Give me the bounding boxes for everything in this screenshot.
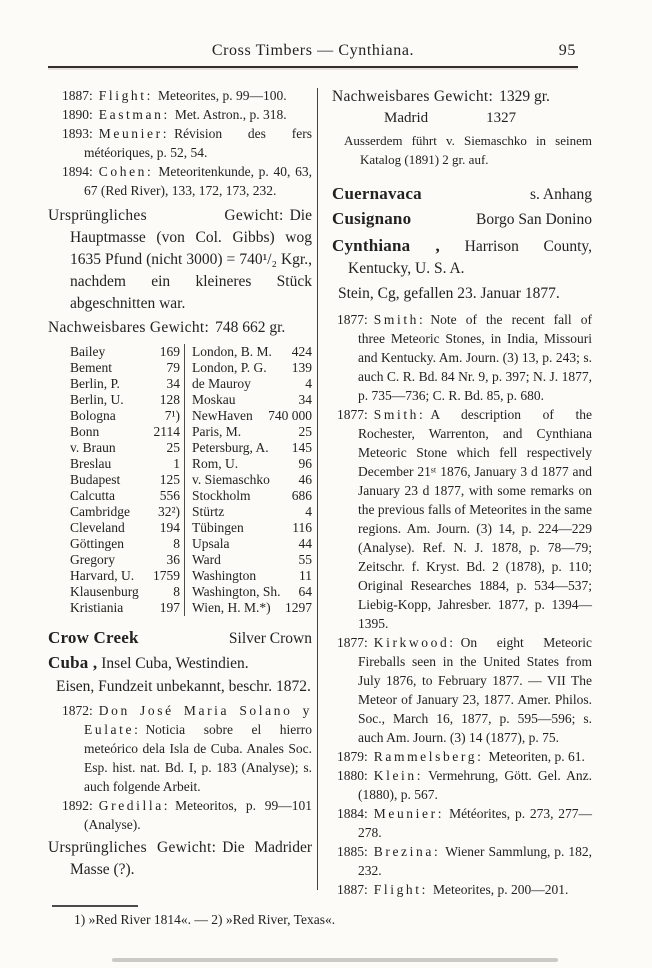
table-row [332, 108, 592, 128]
entry-author: Cohen: [98, 164, 154, 179]
description-text: Stein, Cg, gefallen 23. Januar 1877. [338, 285, 560, 302]
entry-year: 1887: [62, 88, 93, 103]
collection-name: Bailey [70, 344, 106, 359]
table-row [48, 520, 312, 536]
entry-text: Met. Astron., p. 318. [174, 107, 287, 122]
collection-weight: 8 [173, 536, 180, 551]
verified-weight-paragraph [48, 317, 312, 339]
collection-name: Bologna [70, 408, 116, 423]
table-row [48, 344, 312, 360]
paragraph-label: Ursprüngliches Gewicht: [48, 207, 284, 224]
entry-author: Rammelsberg: [373, 749, 484, 764]
table-row [48, 584, 312, 600]
entry-author: Kirkwood: [373, 635, 456, 650]
headword: Crow Creek [48, 628, 139, 647]
entry-author: Gredilla: [98, 798, 171, 813]
table-row [48, 600, 312, 616]
collection-name: Klausenburg [70, 584, 139, 599]
entry-author: Don José Maria Solano y Eulate: [84, 703, 312, 737]
bib-entry [48, 701, 312, 796]
collection-name: Stürtz [192, 504, 225, 519]
collection-weight: 1759 [153, 568, 180, 583]
entry-author: Flight: [98, 88, 153, 103]
cross-reference: Borgo San Donino [476, 211, 592, 228]
collection-name: NewHaven [192, 408, 253, 423]
collection-weight: 1297 [285, 600, 312, 615]
collection-name: Rom, U. [192, 456, 239, 471]
bib-entry [332, 405, 592, 633]
entry-text: A description of the Rochester, Warrenton, and Cynthiana Meteoric Stone which fell respectively December 21ˢᵗ 1876, January 3 d 1877 and January 23 d 1877, with some remarks on the previous falls of Meteorites in the same regions. Am. Journ. (3) 14, p. 224—229 (Analyse). Ref. N. J. 1878, p. 78—79; Zeitschr. f. Kryst. Bd. 2 (1878), p. 110; Original Researches 1884, p. 534—537; Liebig-Kopp, Jahresber. 1877, p. 1394—1395. [358, 407, 592, 631]
header-rule [48, 66, 578, 68]
verified-weight-paragraph [332, 86, 592, 108]
collection-name: Bonn [70, 424, 100, 439]
note-text: Ausserdem führt v. Siemaschko in seinem Katalog (1891) 2 gr. auf. [344, 133, 592, 167]
table-row [48, 568, 312, 584]
collection-weight: 116 [292, 520, 312, 535]
bib-entry [332, 633, 592, 747]
headword: Cuernavaca [332, 184, 422, 203]
collection-weight: 25 [166, 440, 180, 455]
headword: Cusignano [332, 209, 412, 228]
headword: Cuba , [48, 653, 98, 672]
collection-name: Washington, Sh. [192, 584, 281, 599]
paragraph-label: Nachweisbares Gewicht: [48, 319, 210, 336]
bib-entry [332, 766, 592, 804]
entry-year: 1879: [337, 749, 368, 764]
table-row [48, 504, 312, 520]
table-row [48, 488, 312, 504]
collection-weight: 55 [298, 552, 312, 567]
entry-year: 1877: [337, 635, 368, 650]
collection-name: Petersburg, A. [192, 440, 269, 455]
entry-text: Wiener Sammlung, p. 182, 232. [358, 844, 592, 878]
collection-name: Berlin, U. [70, 392, 124, 407]
collection-weight: 139 [291, 360, 312, 375]
collection-weight: 34 [166, 376, 180, 391]
entry-text: Note of the recent fall of three Meteoric Stones, in India, Missouri and Kentucky. Am. Journ. (3) 13, p. 243; s. auch C. R. Bd. 84 Nr. 9, p. 397; N. J. 1877, p. 735—736; C. R. Bd. 85, p. 680. [358, 312, 592, 403]
column-divider [317, 88, 318, 890]
footnote [74, 912, 335, 928]
table-row [48, 376, 312, 392]
collection-weight: 4 [305, 376, 312, 391]
footnote-text: 1) »Red River 1814«. — 2) »Red River, Texas«. [74, 912, 336, 927]
entry-cusignano [332, 207, 592, 232]
collection-weight: 96 [298, 456, 312, 471]
entry-year: 1890: [62, 107, 93, 122]
running-head [48, 42, 578, 60]
page-title: Cross Timbers — Cynthiana. [211, 42, 415, 59]
entry-text: Meteoritenkunde, p. 40, 63, 67 (Red River), 133, 172, 173, 232. [84, 164, 312, 198]
entry-text: Meteorites, p. 200—201. [432, 882, 569, 897]
bib-entry [332, 880, 592, 899]
collection-weight: 740 000 [268, 408, 312, 423]
cross-reference: Silver Crown [228, 630, 312, 647]
entry-cuba [48, 651, 312, 676]
collection-name: v. Siemaschko [192, 472, 270, 487]
original-weight-paragraph [48, 205, 312, 315]
collection-name: Göttingen [70, 536, 124, 551]
collection-name: Moskau [192, 392, 236, 407]
collection-weight: 197 [159, 600, 180, 615]
entry-text: Météorites, p. 273, 277—278. [358, 806, 592, 840]
entry-year: 1877: [337, 407, 368, 422]
collection-weight: 25 [298, 424, 312, 439]
bib-entry [48, 124, 312, 162]
paragraph-label: Nachweisbares Gewicht: [332, 88, 494, 105]
entry-text: Vermehrung, Gött. Gel. Anz. (1880), p. 567. [358, 768, 592, 802]
collection-weight: 1327 [486, 110, 517, 126]
entry-year: 1894: [62, 164, 93, 179]
collection-name: London, P. G. [192, 360, 267, 375]
cross-reference: s. Anhang [530, 186, 592, 203]
collection-weight: 79 [166, 360, 180, 375]
collection-weight: 125 [159, 472, 180, 487]
collection-name: Paris, M. [192, 424, 242, 439]
entry-author: Flight: [373, 882, 428, 897]
bib-entry [48, 86, 312, 105]
fall-description [332, 283, 592, 305]
table-row [48, 552, 312, 568]
weight-value: 748 662 gr. [215, 319, 286, 336]
collection-weight: 44 [298, 536, 312, 551]
entry-year: 1892: [62, 798, 93, 813]
entry-text: On eight Meteoric Fireballs seen in the United States from July 1876, to February 1877. — VII The Meteor of January 23, 1877. Amer. Philos. Soc., March 16, 1877, p. 595—596; s. auch Am. Journ. (3) 14 (1877), p. 75. [358, 635, 592, 745]
collection-name: Upsala [192, 536, 230, 551]
collection-name: de Mauroy [192, 376, 251, 391]
siemaschko-note [332, 131, 592, 169]
entry-year: 1880: [337, 768, 368, 783]
entry-author: Meunier: [373, 806, 445, 821]
collection-weight: 145 [291, 440, 312, 455]
collection-weight: 64 [298, 584, 312, 599]
table-row [48, 424, 312, 440]
paragraph-text: Die Madrider Masse (?). [70, 839, 312, 878]
entry-author: Smith: [373, 312, 426, 327]
bib-entry [332, 747, 592, 766]
collection-weight: 128 [159, 392, 180, 407]
entry-text: Meteoritos, p. 99—101 (Analyse). [84, 798, 312, 832]
table-row [48, 472, 312, 488]
headword: Cynthiana , [332, 236, 440, 255]
collection-name: Harvard, U. [70, 568, 135, 583]
collection-weight: 8 [173, 584, 180, 599]
entry-author: Brezina: [373, 844, 441, 859]
collection-name: Cleveland [70, 520, 125, 535]
weights-table [48, 344, 312, 616]
collection-name: Stockholm [192, 488, 251, 503]
table-row [48, 440, 312, 456]
entry-author: Meunier: [98, 126, 170, 141]
collection-name: v. Braun [70, 440, 116, 455]
scan-artifact [112, 958, 558, 962]
footnote-rule [52, 905, 138, 907]
collection-name: Washington [192, 568, 257, 583]
bib-entry [48, 796, 312, 834]
bib-entry [332, 310, 592, 405]
entry-year: 1884: [337, 806, 368, 821]
collection-name: Tübingen [192, 520, 244, 535]
collection-name: Budapest [70, 472, 121, 487]
locality-text: Insel Cuba, Westindien. [101, 655, 249, 672]
collection-weight: 1 [173, 456, 180, 471]
table-row [48, 392, 312, 408]
entry-author: Smith: [373, 407, 426, 422]
entry-crow-creek [48, 626, 312, 651]
collection-weight: 2114 [153, 424, 180, 439]
entry-text: Révision des fers météoriques, p. 52, 54. [84, 126, 312, 160]
entry-cynthiana [332, 235, 592, 280]
entry-year: 1885: [337, 844, 368, 859]
entry-author: Eastman: [98, 107, 170, 122]
collection-weight: 11 [299, 568, 312, 583]
collection-weight: 7¹) [164, 408, 180, 423]
paragraph-label: Ursprüngliches Gewicht: [48, 839, 217, 856]
paragraph-text: Die Hauptmasse (von Col. Gibbs) wog 1635 Pfund (nicht 3000) = 740¹/₂ Kgr., nachdem ein kleineres Stück abgeschnitten war. [70, 207, 312, 312]
entry-cuernavaca [332, 182, 592, 207]
collection-weight: 194 [159, 520, 180, 535]
left-column [48, 86, 312, 881]
find-description [48, 676, 312, 698]
locality-text: Harrison County, Kentucky, U. S. A. [348, 238, 593, 277]
collection-name: Berlin, P. [70, 376, 120, 391]
collection-weight: 32²) [157, 504, 180, 519]
right-column [332, 86, 592, 899]
collection-name: Madrid [384, 110, 429, 126]
collection-name: Calcutta [70, 488, 115, 503]
table-row [48, 360, 312, 376]
original-weight-paragraph [48, 837, 312, 881]
collection-weight: 169 [159, 344, 180, 359]
bib-entry [48, 105, 312, 124]
entry-author: Klein: [373, 768, 424, 783]
collection-weight: 424 [291, 344, 312, 359]
collection-name: Wien, H. M.*) [192, 600, 271, 615]
collection-name: Cambridge [70, 504, 130, 519]
collection-weight: 4 [305, 504, 312, 519]
collection-weight: 46 [298, 472, 312, 487]
collection-name: Kristiania [70, 600, 124, 615]
page-number: 95 [558, 42, 576, 59]
entry-year: 1887: [337, 882, 368, 897]
table-row [48, 536, 312, 552]
collection-name: Breslau [70, 456, 112, 471]
entry-text: Meteoriten, p. 61. [488, 749, 585, 764]
table-row [48, 456, 312, 472]
bib-entry [332, 842, 592, 880]
table-row [48, 408, 312, 424]
entry-year: 1877: [337, 312, 368, 327]
entry-text: Meteorites, p. 99—100. [157, 88, 287, 103]
collection-weight: 686 [291, 488, 312, 503]
bib-entry [48, 162, 312, 200]
entry-year: 1872: [62, 703, 93, 718]
collection-name: Bement [70, 360, 112, 375]
bib-entry [332, 804, 592, 842]
collection-name: Ward [192, 552, 221, 567]
weight-value: 1329 gr. [499, 88, 550, 105]
collection-weight: 34 [298, 392, 312, 407]
entry-year: 1893: [62, 126, 93, 141]
description-text: Eisen, Fundzeit unbekannt, beschr. 1872. [56, 678, 311, 695]
collection-name: London, B. M. [192, 344, 272, 359]
entry-text: Noticia sobre el hierro meteórico dela Isla de Cuba. Anales Soc. Esp. hist. nat. Bd. I, p. 183 (Analyse); s. auch folgende Arbeit. [84, 722, 312, 794]
collection-name: Gregory [70, 552, 115, 567]
collection-weight: 36 [166, 552, 180, 567]
collection-weight: 556 [159, 488, 180, 503]
